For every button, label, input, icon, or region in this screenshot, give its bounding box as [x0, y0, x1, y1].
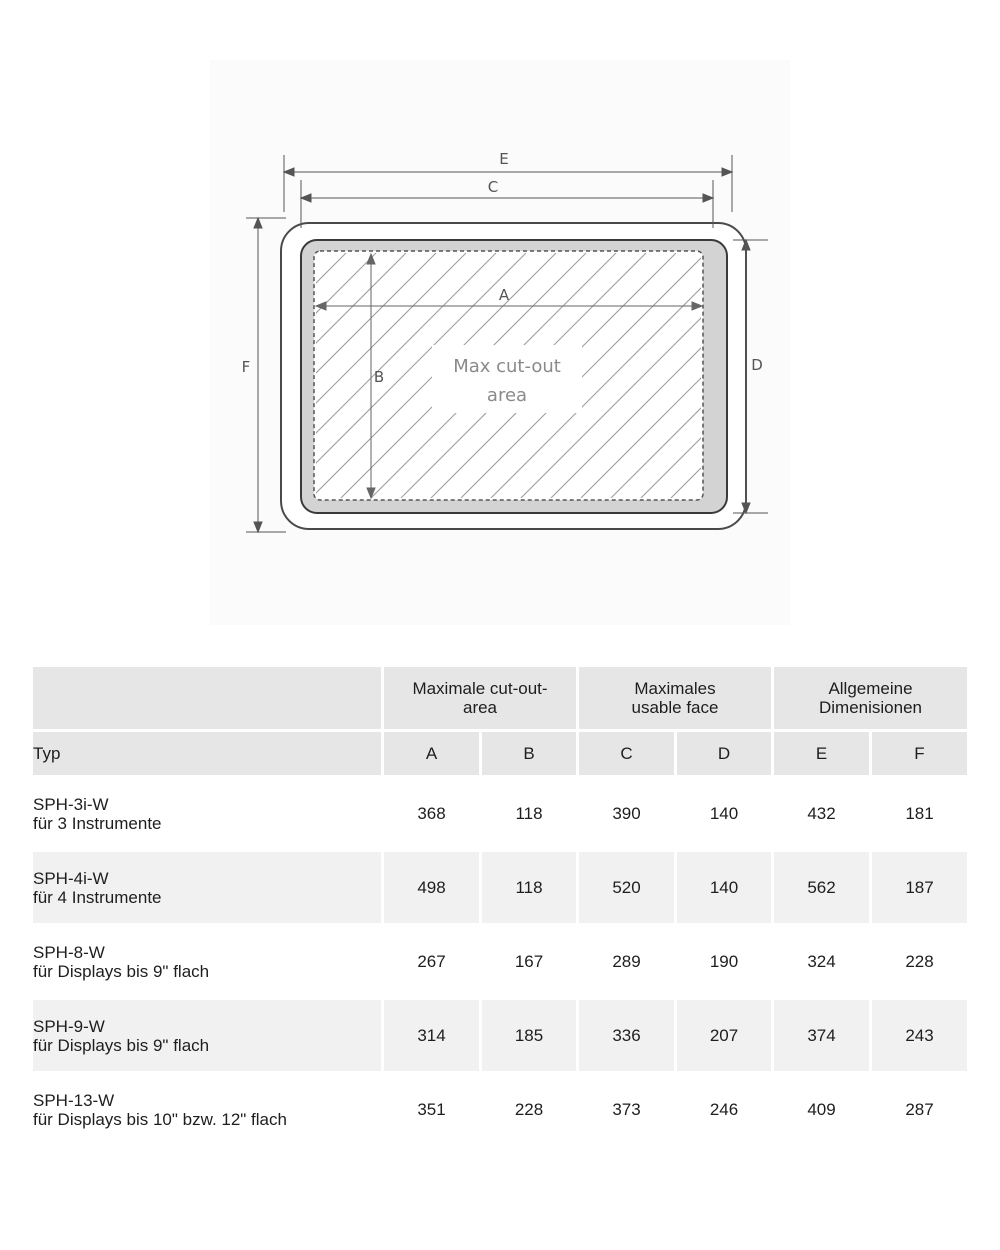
- group-header-cutout: Maximale cut-out-area: [381, 667, 576, 732]
- cell-a: 498: [381, 849, 479, 923]
- cell-b: 118: [479, 849, 576, 923]
- typ-cell: [33, 849, 381, 923]
- cell-d: 140: [674, 775, 771, 849]
- model-description: für 4 Instrumente: [33, 887, 162, 907]
- area-label-line2: area: [486, 385, 528, 406]
- group-header-empty: [33, 667, 381, 732]
- cell-d: 246: [674, 1071, 771, 1145]
- table-row: [33, 849, 967, 923]
- cell-c: 373: [576, 1071, 674, 1145]
- group-header-row: [33, 667, 967, 732]
- cell-f: 287: [869, 1071, 967, 1145]
- cell-e: 374: [771, 997, 869, 1071]
- cell-c: 336: [576, 997, 674, 1071]
- column-header-a: A: [381, 732, 479, 775]
- dimension-diagram: [210, 60, 790, 625]
- dimension-c: [301, 180, 713, 228]
- label-f: F: [241, 358, 251, 376]
- label-d: D: [751, 356, 763, 374]
- cell-c: 390: [576, 775, 674, 849]
- group-header-dimensions: Allgemeine Dimenisionen: [771, 667, 967, 732]
- label-b: B: [373, 368, 385, 386]
- label-a: A: [498, 286, 510, 304]
- cell-e: 324: [771, 923, 869, 997]
- model-name: SPH-13-W: [33, 1090, 115, 1110]
- cell-b: 118: [479, 775, 576, 849]
- column-header-e: E: [771, 732, 869, 775]
- cell-f: 243: [869, 997, 967, 1071]
- cell-a: 368: [381, 775, 479, 849]
- cell-e: 432: [771, 775, 869, 849]
- cell-e: 409: [771, 1071, 869, 1145]
- dimensions-table: [33, 667, 967, 1145]
- typ-cell: [33, 997, 381, 1071]
- area-label-line1: Max cut-out: [453, 356, 561, 377]
- table-row: [33, 997, 967, 1071]
- cell-c: 289: [576, 923, 674, 997]
- column-header-c: C: [576, 732, 674, 775]
- cell-b: 185: [479, 997, 576, 1071]
- column-header-d: D: [674, 732, 771, 775]
- column-header-b: B: [479, 732, 576, 775]
- cell-f: 187: [869, 849, 967, 923]
- cell-e: 562: [771, 849, 869, 923]
- cell-c: 520: [576, 849, 674, 923]
- typ-cell: [33, 775, 381, 849]
- model-name: SPH-9-W: [33, 1016, 105, 1036]
- model-description: für Displays bis 9" flach: [33, 1035, 210, 1055]
- model-description: für Displays bis 9" flach: [33, 961, 210, 981]
- model-name: SPH-3i-W: [33, 794, 109, 814]
- cell-a: 267: [381, 923, 479, 997]
- column-header-f: F: [869, 732, 967, 775]
- model-description: für Displays bis 10" bzw. 12" flach: [33, 1109, 287, 1129]
- model-name: SPH-4i-W: [33, 868, 109, 888]
- column-header-typ: Typ: [33, 732, 381, 775]
- dimension-drawing: [210, 60, 790, 625]
- column-header-row: [33, 732, 967, 775]
- typ-cell: [33, 1071, 381, 1145]
- label-e: E: [499, 150, 509, 168]
- cell-d: 190: [674, 923, 771, 997]
- group-header-usable-face: Maximales usable face: [576, 667, 771, 732]
- cell-f: 181: [869, 775, 967, 849]
- table-row: [33, 775, 967, 849]
- cell-a: 314: [381, 997, 479, 1071]
- table-row: [33, 1071, 967, 1145]
- cell-f: 228: [869, 923, 967, 997]
- model-name: SPH-8-W: [33, 942, 105, 962]
- cell-b: 167: [479, 923, 576, 997]
- cell-d: 140: [674, 849, 771, 923]
- cell-d: 207: [674, 997, 771, 1071]
- label-c: C: [487, 178, 499, 196]
- cell-b: 228: [479, 1071, 576, 1145]
- cell-a: 351: [381, 1071, 479, 1145]
- model-description: für 3 Instrumente: [33, 813, 162, 833]
- typ-cell: [33, 923, 381, 997]
- table-row: [33, 923, 967, 997]
